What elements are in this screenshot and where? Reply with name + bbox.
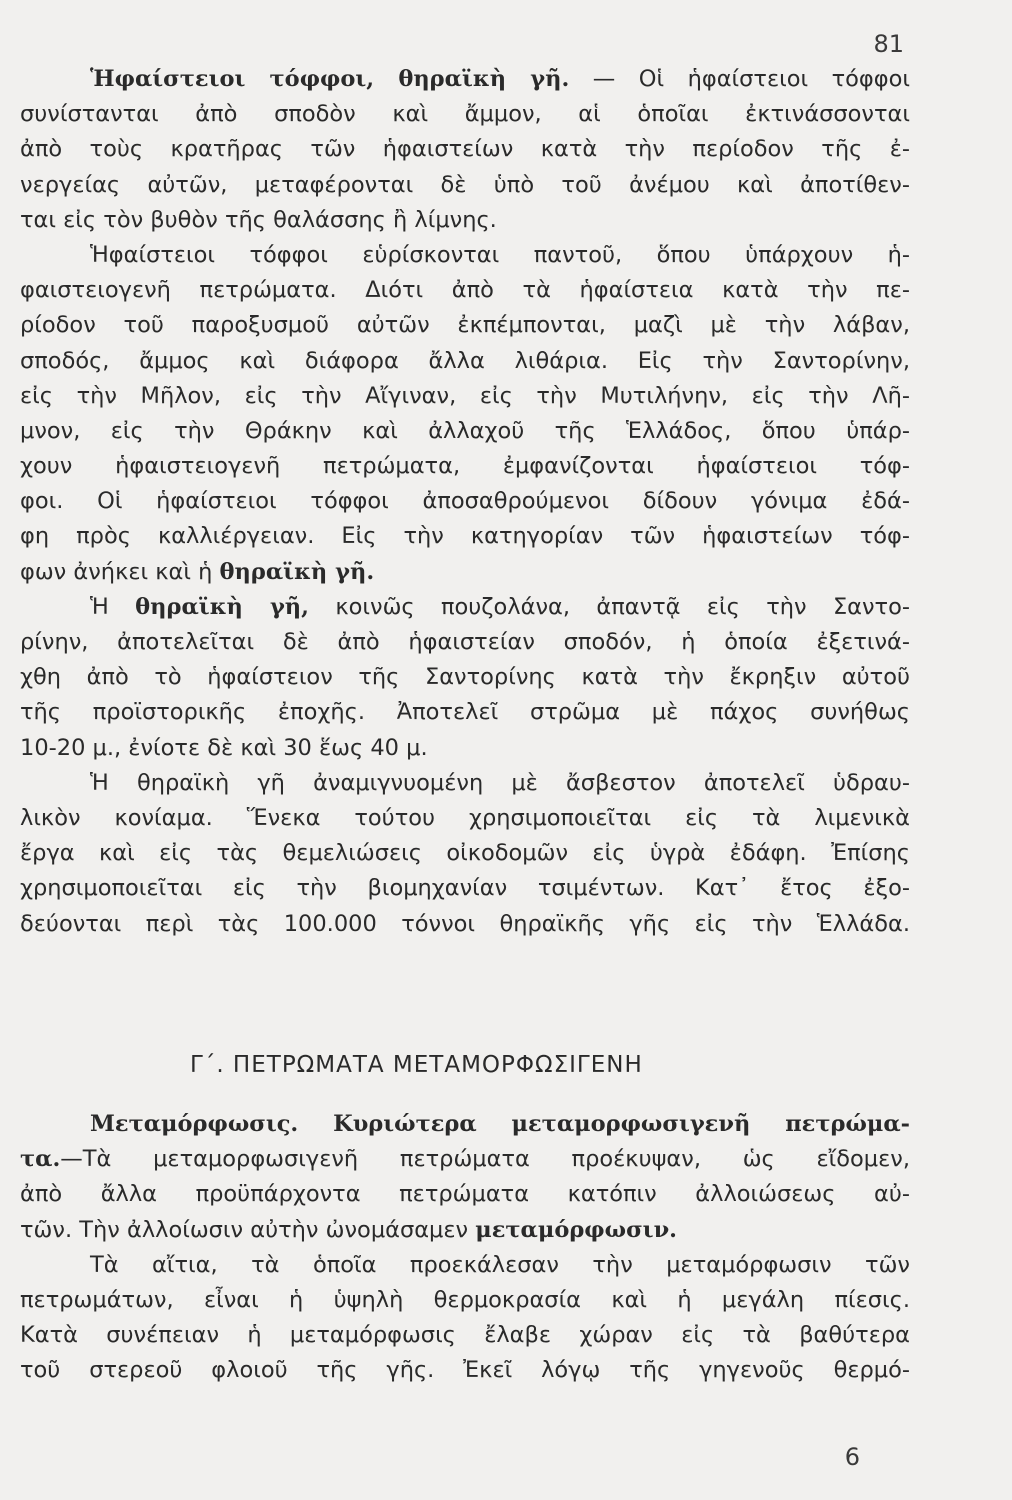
text-line [20, 1248, 910, 1283]
text-run: φαιστειογενῆ πετρώματα. Διότι ἀπὸ τὰ ἡφαίστεια κατὰ τὴν πε- [20, 277, 910, 304]
text-run: — Οἱ ἡφαίστειοι τόφφοι [569, 66, 910, 92]
text-line [20, 203, 910, 238]
text-line [20, 273, 910, 308]
text-line [20, 836, 910, 871]
text-line [20, 308, 910, 343]
section-heading: Γ΄. ΠΕΤΡΩΜΑΤΑ ΜΕΤΑΜΟΡΦΩΣΙΓΕΝΗ [190, 1052, 643, 1078]
text-run: συνίστανται ἀπὸ σποδὸν καὶ ἄμμον, αἱ ὁποῖαι ἐκτινάσσονται [20, 101, 910, 128]
text-run: ται εἰς τὸν βυθὸν τῆς θαλάσσης ἢ λίμνης. [20, 206, 497, 233]
text-run: ρίνην, ἀποτελεῖται δὲ ἀπὸ ἡφαιστείαν σποδόν, ἡ ὁποία ἐξετινά- [20, 629, 910, 655]
bold-term: τα. [20, 1146, 61, 1173]
text-run: εἰς τὴν Μῆλον, εἰς τὴν Αἴγιναν, εἰς τὴν Μυτιλήνην, εἰς τὴν Λῆ- [20, 382, 910, 409]
text-line [20, 414, 910, 449]
text-line [20, 449, 910, 484]
text-run: Κατὰ συνέπειαν ἡ μεταμόρφωσις ἔλαβε χώραν εἰς τὰ βαθύτερα [20, 1322, 910, 1349]
text-line [20, 871, 910, 906]
bold-term: μεταμόρφωσιν. [475, 1216, 678, 1243]
text-line [20, 1213, 910, 1248]
text-run: φων ἀνήκει καὶ ἡ [20, 558, 220, 585]
text-line [20, 1283, 910, 1318]
text-run: τῆς προϊστορικῆς ἐποχῆς. Ἀποτελεῖ στρῶμα μὲ πάχος συνήθως [20, 699, 910, 726]
text-block-volcanic-tuffs [20, 62, 910, 942]
text-line [20, 1142, 910, 1177]
bold-term: θηραϊκὴ γῆ, [135, 593, 309, 620]
text-line [20, 907, 910, 942]
text-run: τοῦ στερεοῦ φλοιοῦ τῆς γῆς. Ἐκεῖ λόγῳ τῆς γηγενοῦς θερμό- [20, 1357, 910, 1384]
text-line [20, 555, 910, 590]
text-line [20, 484, 910, 519]
text-run: 10-20 μ., ἐνίοτε δὲ καὶ 30 ἕως 40 μ. [20, 734, 428, 761]
text-run: —Τὰ μεταμορφωσιγενῆ πετρώματα προέκυψαν, ὡς εἴδομεν, [60, 1146, 910, 1173]
text-run: κοινῶς πουζολάνα, ἀπαντᾷ εἰς τὴν Σαντο- [309, 593, 910, 620]
text-line [20, 97, 910, 132]
text-run: ἀπὸ τοὺς κρατῆρας τῶν ἡφαιστείων κατὰ τὴν περίοδον τῆς ἐ- [20, 136, 910, 163]
text-line [20, 766, 910, 801]
bold-term: Ἡφαίστειοι τόφφοι, θηραϊκὴ γῆ. [90, 66, 570, 92]
text-line [20, 625, 910, 660]
text-line [20, 801, 910, 836]
text-line [20, 695, 910, 730]
text-run: δεύονται περὶ τὰς 100.000 τόννοι θηραϊκῆς γῆς εἰς τὴν Ἑλλάδα. [20, 910, 910, 937]
text-line [20, 519, 910, 554]
text-run: Τὰ αἴτια, τὰ ὁποῖα προεκάλεσαν τὴν μεταμόρφωσιν τῶν [90, 1251, 910, 1278]
text-line [20, 731, 910, 766]
text-line [20, 168, 910, 203]
text-run: φοι. Οἱ ἡφαίστειοι τόφφοι ἀποσαθρούμενοι δίδουν γόνιμα ἐδά- [20, 488, 910, 515]
text-run: χουν ἡφαιστειογενῆ πετρώματα, ἐμφανίζονται ἡφαίστειοι τόφ- [20, 453, 910, 480]
text-run: ἔργα καὶ εἰς τὰς θεμελιώσεις οἰκοδομῶν εἰς ὑγρὰ ἐδάφη. Ἐπίσης [20, 840, 910, 867]
text-line [20, 1318, 910, 1353]
text-run: λικὸν κονίαμα. Ἕνεκα τούτου χρησιμοποιεῖται εἰς τὰ λιμενικὰ [20, 804, 910, 831]
text-run: φη πρὸς καλλιέργειαν. Εἰς τὴν κατηγορίαν τῶν ἡφαιστείων τόφ- [20, 523, 910, 550]
text-line [20, 1107, 910, 1142]
text-run: Ἡφαίστειοι τόφφοι εὑρίσκονται παντοῦ, ὅπου ὑπάρχουν ἡ- [90, 241, 910, 268]
text-run: χρησιμοποιεῖται εἰς τὴν βιομηχανίαν τσιμέντων. Κατ᾿ ἔτος ἐξο- [20, 875, 910, 902]
text-block-metamorphism [20, 1107, 910, 1389]
text-run: τῶν. Τὴν ἀλλοίωσιν αὐτὴν ὠνομάσαμεν [20, 1216, 476, 1243]
text-line [20, 344, 910, 379]
text-run: μνον, εἰς τὴν Θράκην καὶ ἀλλαχοῦ τῆς Ἑλλάδος, ὅπου ὑπάρ- [20, 417, 910, 444]
bold-term: Μεταμόρφωσις. Κυριώτερα μεταμορφωσιγενῆ πετρώμα- [90, 1111, 910, 1137]
printer-signature-mark: 6 [844, 1443, 860, 1471]
bold-term: θηραϊκὴ γῆ. [219, 558, 375, 585]
text-line [20, 1353, 910, 1388]
text-run: Ἡ θηραϊκὴ γῆ ἀναμιγνυομένη μὲ ἄσβεστον ἀποτελεῖ ὑδραυ- [90, 769, 910, 796]
text-line [20, 379, 910, 414]
text-line [20, 62, 910, 97]
text-line [20, 238, 910, 273]
text-line [20, 660, 910, 695]
text-run: Ἡ [90, 593, 136, 620]
text-run: πετρωμάτων, εἶναι ἡ ὑψηλὴ θερμοκρασία καὶ ἡ μεγάλη πίεσις. [20, 1286, 910, 1313]
text-line [20, 1177, 910, 1212]
page-number: 81 [873, 30, 904, 58]
text-line [20, 590, 910, 625]
text-run: ἀπὸ ἄλλα προϋπάρχοντα πετρώματα κατόπιν ἀλλοιώσεως αὐ- [20, 1181, 910, 1208]
text-run: χθη ἀπὸ τὸ ἡφαίστειον τῆς Σαντορίνης κατὰ τὴν ἔκρηξιν αὐτοῦ [20, 664, 910, 691]
text-run: σποδός, ἄμμος καὶ διάφορα ἄλλα λιθάρια. Εἰς τὴν Σαντορίνην, [20, 347, 910, 374]
text-run: νεργείας αὐτῶν, μεταφέρονται δὲ ὑπὸ τοῦ ἀνέμου καὶ ἀποτίθεν- [20, 171, 910, 198]
text-run: ρίοδον τοῦ παροξυσμοῦ αὐτῶν ἐκπέμπονται, μαζὶ μὲ τὴν λάβαν, [20, 312, 910, 339]
text-line [20, 132, 910, 167]
